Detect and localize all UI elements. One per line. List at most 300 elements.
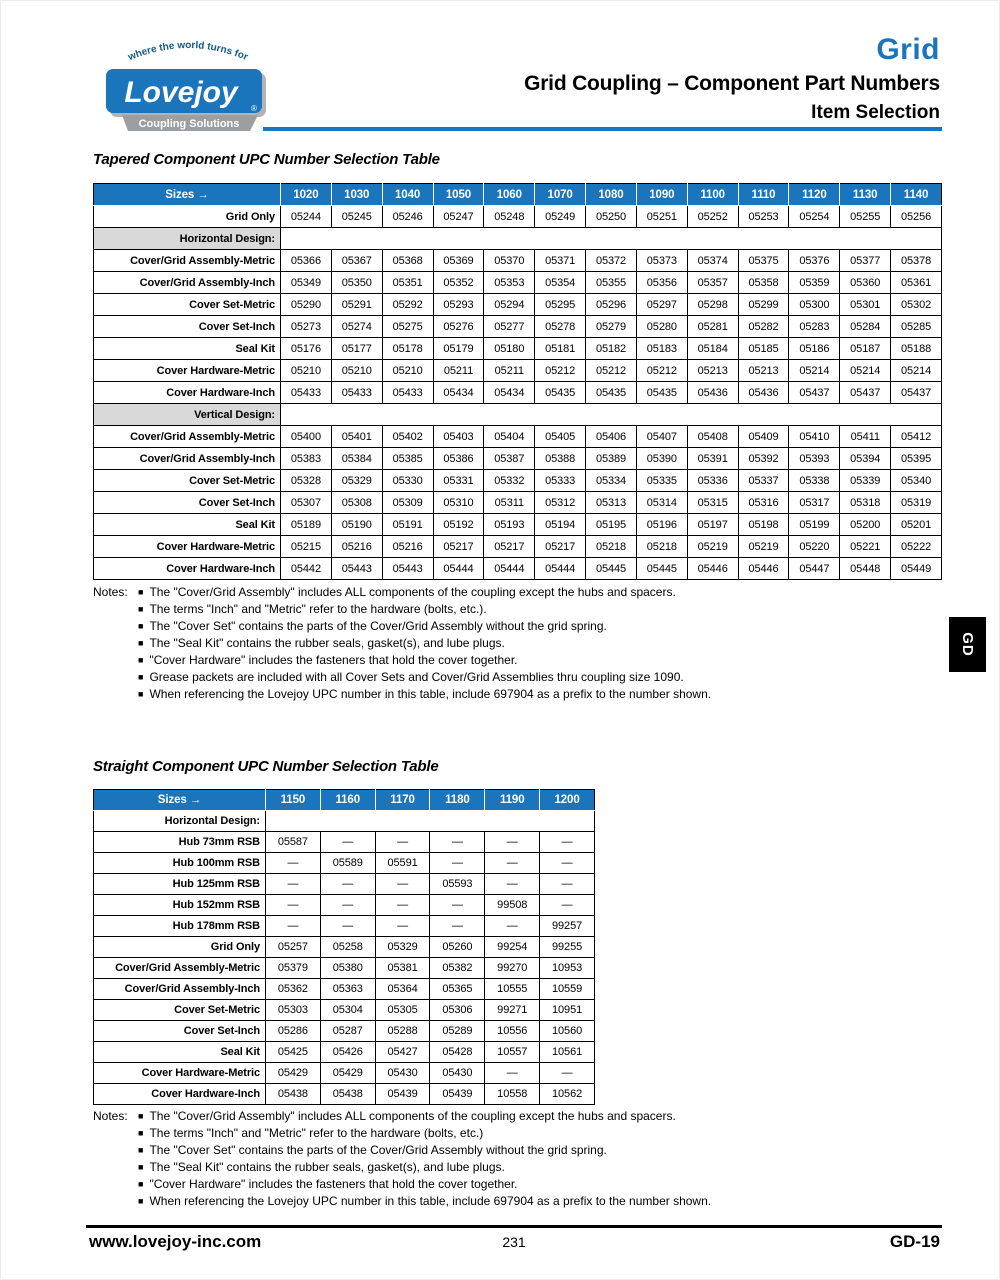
upc-cell: 05198 <box>738 514 789 536</box>
upc-cell: 05256 <box>891 206 942 228</box>
upc-cell: 05286 <box>266 1021 321 1042</box>
note-text: "Cover Hardware" includes the fasteners that hold the cover together. <box>149 1177 518 1191</box>
note-text: When referencing the Lovejoy UPC number in this table, include 697904 as a prefix to the number shown. <box>149 687 712 701</box>
upc-cell: 05439 <box>375 1084 430 1105</box>
table-row <box>94 448 942 470</box>
row-label: Hub 125mm RSB <box>94 874 266 895</box>
upc-cell: 05211 <box>484 360 535 382</box>
table-row <box>94 979 595 1000</box>
upc-cell: 05437 <box>891 382 942 404</box>
table-row <box>94 1000 595 1021</box>
upc-cell: 05290 <box>281 294 332 316</box>
table-row <box>94 272 942 294</box>
upc-cell: 05257 <box>266 937 321 958</box>
upc-cell: 05190 <box>331 514 382 536</box>
upc-cell: 05310 <box>433 492 484 514</box>
size-column-header: 1070 <box>535 184 586 206</box>
upc-cell: 05285 <box>891 316 942 338</box>
upc-number-table <box>93 183 942 580</box>
upc-cell: 05448 <box>840 558 891 580</box>
upc-cell: 05387 <box>484 448 535 470</box>
section-tab-label: GD <box>959 632 976 657</box>
row-label: Cover/Grid Assembly-Metric <box>94 426 281 448</box>
upc-cell: 05330 <box>382 470 433 492</box>
upc-cell: 05445 <box>586 558 637 580</box>
size-column-header: 1030 <box>331 184 382 206</box>
tapered-notes <box>93 585 893 704</box>
row-label: Cover Set-Metric <box>94 470 281 492</box>
upc-cell: 05177 <box>331 338 382 360</box>
upc-cell: 05305 <box>375 1000 430 1021</box>
notes-list <box>138 585 893 704</box>
upc-cell: 05307 <box>281 492 332 514</box>
note-text: The terms "Inch" and "Metric" refer to the hardware (bolts, etc.). <box>149 602 487 616</box>
upc-cell: 05363 <box>320 979 375 1000</box>
upc-cell: — <box>266 874 321 895</box>
table-row <box>94 338 942 360</box>
footer-divider <box>86 1225 942 1228</box>
upc-cell: 05377 <box>840 250 891 272</box>
upc-cell: 05358 <box>738 272 789 294</box>
upc-cell: — <box>540 832 595 853</box>
row-label: Vertical Design: <box>94 404 281 426</box>
upc-cell: 05370 <box>484 250 535 272</box>
upc-cell: 05381 <box>375 958 430 979</box>
size-column-header: 1150 <box>266 790 321 811</box>
upc-cell: 05283 <box>789 316 840 338</box>
upc-cell: — <box>540 874 595 895</box>
upc-cell: 05280 <box>636 316 687 338</box>
upc-cell: 05213 <box>687 360 738 382</box>
page-subtitle: Item Selection <box>811 102 940 123</box>
upc-cell: 05181 <box>535 338 586 360</box>
note-line <box>138 1126 893 1143</box>
upc-cell: 10951 <box>540 1000 595 1021</box>
upc-cell: 05191 <box>382 514 433 536</box>
upc-cell: 05433 <box>281 382 332 404</box>
upc-cell: 05357 <box>687 272 738 294</box>
upc-cell: 10561 <box>540 1042 595 1063</box>
note-text: The "Cover/Grid Assembly" includes ALL components of the coupling except the hubs and spacers. <box>149 585 676 599</box>
upc-cell: 05298 <box>687 294 738 316</box>
upc-cell: 05284 <box>840 316 891 338</box>
upc-cell: — <box>266 916 321 937</box>
table-row <box>94 514 942 536</box>
square-bullet-icon: ■ <box>138 604 144 614</box>
upc-cell: 05442 <box>281 558 332 580</box>
upc-cell: 05210 <box>281 360 332 382</box>
upc-cell: 05402 <box>382 426 433 448</box>
table-row <box>94 206 942 228</box>
upc-cell: 05222 <box>891 536 942 558</box>
row-label: Cover Hardware-Inch <box>94 382 281 404</box>
upc-cell: 05375 <box>738 250 789 272</box>
upc-cell: 05333 <box>535 470 586 492</box>
sizes-header-cell: Sizes → <box>94 184 281 206</box>
upc-cell: 05435 <box>586 382 637 404</box>
note-text: "Cover Hardware" includes the fasteners that hold the cover together. <box>149 653 518 667</box>
upc-cell: 05214 <box>891 360 942 382</box>
upc-cell: 05408 <box>687 426 738 448</box>
upc-cell: 05434 <box>484 382 535 404</box>
row-label: Cover Set-Metric <box>94 294 281 316</box>
upc-cell: 05199 <box>789 514 840 536</box>
table-row <box>94 874 595 895</box>
upc-cell: — <box>375 874 430 895</box>
notes-list <box>138 1109 893 1211</box>
size-column-header: 1130 <box>840 184 891 206</box>
upc-cell: 05185 <box>738 338 789 360</box>
size-column-header: 1110 <box>738 184 789 206</box>
upc-cell: 05217 <box>433 536 484 558</box>
upc-cell: — <box>375 895 430 916</box>
upc-cell: 05188 <box>891 338 942 360</box>
note-text: The "Seal Kit" contains the rubber seals, gasket(s), and lube plugs. <box>149 1160 505 1174</box>
straight-notes <box>93 1109 893 1211</box>
upc-cell: 10557 <box>485 1042 540 1063</box>
upc-cell: 05394 <box>840 448 891 470</box>
upc-cell: 05379 <box>266 958 321 979</box>
upc-cell: 05374 <box>687 250 738 272</box>
upc-cell: 05194 <box>535 514 586 536</box>
sizes-header-cell: Sizes → <box>94 790 266 811</box>
upc-cell: 05180 <box>484 338 535 360</box>
upc-cell: 05411 <box>840 426 891 448</box>
upc-cell: 05214 <box>840 360 891 382</box>
upc-cell: 05309 <box>382 492 433 514</box>
upc-cell: 05380 <box>320 958 375 979</box>
upc-cell: 05353 <box>484 272 535 294</box>
table-row <box>94 958 595 979</box>
square-bullet-icon: ■ <box>138 1162 144 1172</box>
size-column-header: 1100 <box>687 184 738 206</box>
upc-cell: 05278 <box>535 316 586 338</box>
row-label: Cover Hardware-Inch <box>94 558 281 580</box>
upc-cell: 05409 <box>738 426 789 448</box>
upc-cell: 05312 <box>535 492 586 514</box>
upc-cell: 05197 <box>687 514 738 536</box>
square-bullet-icon: ■ <box>138 638 144 648</box>
upc-cell: — <box>375 832 430 853</box>
upc-cell: 05192 <box>433 514 484 536</box>
upc-cell: 05339 <box>840 470 891 492</box>
note-line <box>138 1194 893 1211</box>
page-title: Grid Coupling – Component Part Numbers <box>524 72 940 95</box>
row-label: Cover/Grid Assembly-Metric <box>94 250 281 272</box>
note-text: Grease packets are included with all Cover Sets and Cover/Grid Assemblies thru coupling size 1090. <box>149 670 684 684</box>
upc-cell: 05212 <box>535 360 586 382</box>
table-row <box>94 316 942 338</box>
upc-cell: — <box>320 895 375 916</box>
upc-cell: 05218 <box>636 536 687 558</box>
table-header-row <box>94 184 942 206</box>
upc-cell: — <box>485 1063 540 1084</box>
upc-cell: 05279 <box>586 316 637 338</box>
upc-cell: 05276 <box>433 316 484 338</box>
note-line <box>138 1160 893 1177</box>
upc-cell: — <box>485 832 540 853</box>
upc-cell: 05447 <box>789 558 840 580</box>
upc-cell: 05193 <box>484 514 535 536</box>
section-empty-cell <box>266 811 595 832</box>
table-row <box>94 1063 595 1084</box>
upc-cell: 05429 <box>320 1063 375 1084</box>
upc-cell: 05302 <box>891 294 942 316</box>
table-row <box>94 382 942 404</box>
square-bullet-icon: ■ <box>138 689 144 699</box>
upc-cell: 99254 <box>485 937 540 958</box>
upc-cell: 05251 <box>636 206 687 228</box>
row-label: Grid Only <box>94 937 266 958</box>
upc-cell: 05356 <box>636 272 687 294</box>
row-label: Hub 100mm RSB <box>94 853 266 874</box>
row-label: Horizontal Design: <box>94 811 266 832</box>
upc-cell: 05332 <box>484 470 535 492</box>
upc-cell: 05336 <box>687 470 738 492</box>
square-bullet-icon: ■ <box>138 1111 144 1121</box>
upc-cell: 05296 <box>586 294 637 316</box>
upc-cell: 10560 <box>540 1021 595 1042</box>
upc-cell: 05183 <box>636 338 687 360</box>
upc-cell: 05182 <box>586 338 637 360</box>
upc-cell: 05384 <box>331 448 382 470</box>
upc-cell: 05287 <box>320 1021 375 1042</box>
section-tab-gd <box>949 617 986 672</box>
upc-cell: 05349 <box>281 272 332 294</box>
upc-cell: 05245 <box>331 206 382 228</box>
upc-cell: 05329 <box>375 937 430 958</box>
upc-cell: 05219 <box>738 536 789 558</box>
note-line <box>138 687 893 704</box>
table-row <box>94 228 942 250</box>
upc-cell: 05273 <box>281 316 332 338</box>
upc-cell: 05433 <box>382 382 433 404</box>
upc-cell: 99271 <box>485 1000 540 1021</box>
upc-cell: 99508 <box>485 895 540 916</box>
upc-cell: — <box>430 853 485 874</box>
upc-cell: 05427 <box>375 1042 430 1063</box>
upc-cell: 05210 <box>331 360 382 382</box>
upc-cell: 05366 <box>281 250 332 272</box>
size-column-header: 1020 <box>281 184 332 206</box>
table-row <box>94 1021 595 1042</box>
upc-cell: 05437 <box>789 382 840 404</box>
upc-cell: 05376 <box>789 250 840 272</box>
upc-cell: 05246 <box>382 206 433 228</box>
upc-cell: 10953 <box>540 958 595 979</box>
upc-cell: — <box>430 832 485 853</box>
upc-cell: 05247 <box>433 206 484 228</box>
upc-cell: 05249 <box>535 206 586 228</box>
header-divider <box>263 127 942 131</box>
footer-website: www.lovejoy-inc.com <box>89 1232 262 1251</box>
upc-cell: 05212 <box>586 360 637 382</box>
upc-cell: 05369 <box>433 250 484 272</box>
upc-cell: 05439 <box>430 1084 485 1105</box>
upc-cell: 05217 <box>535 536 586 558</box>
upc-cell: 05350 <box>331 272 382 294</box>
upc-cell: — <box>375 916 430 937</box>
footer-code: GD-19 <box>889 1232 940 1251</box>
upc-cell: 05275 <box>382 316 433 338</box>
upc-cell: 05403 <box>433 426 484 448</box>
upc-cell: 05365 <box>430 979 485 1000</box>
upc-cell: 05328 <box>281 470 332 492</box>
upc-cell: 05304 <box>320 1000 375 1021</box>
size-column-header: 1200 <box>540 790 595 811</box>
upc-cell: 10559 <box>540 979 595 1000</box>
upc-cell: — <box>540 853 595 874</box>
upc-cell: 05211 <box>433 360 484 382</box>
upc-cell: 05438 <box>266 1084 321 1105</box>
table-row <box>94 937 595 958</box>
upc-cell: 05248 <box>484 206 535 228</box>
upc-cell: 05221 <box>840 536 891 558</box>
upc-cell: 05189 <box>281 514 332 536</box>
note-line <box>138 653 893 670</box>
upc-cell: 05386 <box>433 448 484 470</box>
note-text: The terms "Inch" and "Metric" refer to the hardware (bolts, etc.) <box>149 1126 484 1140</box>
section-empty-cell <box>281 228 942 250</box>
upc-cell: 05359 <box>789 272 840 294</box>
upc-cell: 05445 <box>636 558 687 580</box>
note-text: The "Cover Set" contains the parts of the Cover/Grid Assembly without the grid spring. <box>149 619 607 633</box>
table-row <box>94 470 942 492</box>
row-label: Cover Hardware-Metric <box>94 360 281 382</box>
upc-cell: 05443 <box>331 558 382 580</box>
upc-cell: 05318 <box>840 492 891 514</box>
upc-cell: 05407 <box>636 426 687 448</box>
upc-cell: 05378 <box>891 250 942 272</box>
size-column-header: 1180 <box>430 790 485 811</box>
upc-cell: 05412 <box>891 426 942 448</box>
upc-cell: 05373 <box>636 250 687 272</box>
upc-cell: 05444 <box>484 558 535 580</box>
upc-cell: 05316 <box>738 492 789 514</box>
note-line <box>138 585 893 602</box>
row-label: Seal Kit <box>94 1042 266 1063</box>
upc-cell: 05593 <box>430 874 485 895</box>
row-label: Cover Set-Inch <box>94 1021 266 1042</box>
square-bullet-icon: ■ <box>138 672 144 682</box>
note-line <box>138 1143 893 1160</box>
upc-cell: 05382 <box>430 958 485 979</box>
upc-cell: 05187 <box>840 338 891 360</box>
upc-cell: 05428 <box>430 1042 485 1063</box>
upc-cell: 05179 <box>433 338 484 360</box>
upc-cell: 10556 <box>485 1021 540 1042</box>
upc-cell: 05215 <box>281 536 332 558</box>
table-row <box>94 1084 595 1105</box>
upc-cell: 05426 <box>320 1042 375 1063</box>
size-column-header: 1190 <box>485 790 540 811</box>
row-label: Cover Set-Metric <box>94 1000 266 1021</box>
upc-cell: 05274 <box>331 316 382 338</box>
row-label: Cover Set-Inch <box>94 316 281 338</box>
row-label: Hub 178mm RSB <box>94 916 266 937</box>
upc-cell: 05385 <box>382 448 433 470</box>
upc-cell: 10558 <box>485 1084 540 1105</box>
size-column-header: 1140 <box>891 184 942 206</box>
upc-cell: 05252 <box>687 206 738 228</box>
upc-cell: 05200 <box>840 514 891 536</box>
upc-cell: 05364 <box>375 979 430 1000</box>
logo-tagline-text: Coupling Solutions <box>138 118 240 130</box>
upc-cell: 05383 <box>281 448 332 470</box>
upc-cell: 05435 <box>535 382 586 404</box>
upc-cell: 05438 <box>320 1084 375 1105</box>
upc-cell: 05254 <box>789 206 840 228</box>
upc-cell: 99257 <box>540 916 595 937</box>
upc-cell: — <box>485 874 540 895</box>
table-row <box>94 558 942 580</box>
upc-cell: 05367 <box>331 250 382 272</box>
upc-cell: 05293 <box>433 294 484 316</box>
upc-cell: 05255 <box>840 206 891 228</box>
upc-cell: 05591 <box>375 853 430 874</box>
upc-cell: — <box>266 853 321 874</box>
upc-cell: 05260 <box>430 937 485 958</box>
upc-cell: 05300 <box>789 294 840 316</box>
upc-cell: 05354 <box>535 272 586 294</box>
table-row <box>94 492 942 514</box>
upc-cell: 05201 <box>891 514 942 536</box>
row-label: Cover Hardware-Metric <box>94 1063 266 1084</box>
upc-cell: 05425 <box>266 1042 321 1063</box>
square-bullet-icon: ■ <box>138 1128 144 1138</box>
table-row <box>94 250 942 272</box>
upc-cell: 05218 <box>586 536 637 558</box>
row-label: Cover Hardware-Metric <box>94 536 281 558</box>
upc-cell: 05311 <box>484 492 535 514</box>
upc-cell: — <box>320 916 375 937</box>
upc-cell: 05392 <box>738 448 789 470</box>
upc-cell: 05253 <box>738 206 789 228</box>
table-row <box>94 536 942 558</box>
table-row <box>94 404 942 426</box>
square-bullet-icon: ■ <box>138 1145 144 1155</box>
upc-cell: 05436 <box>738 382 789 404</box>
upc-cell: 10562 <box>540 1084 595 1105</box>
upc-cell: 05216 <box>331 536 382 558</box>
upc-cell: 05436 <box>687 382 738 404</box>
upc-cell: 05281 <box>687 316 738 338</box>
upc-cell: 05401 <box>331 426 382 448</box>
note-line <box>138 619 893 636</box>
upc-cell: 05371 <box>535 250 586 272</box>
tapered-table-title: Tapered Component UPC Number Selection Table <box>93 151 440 168</box>
table-row <box>94 916 595 937</box>
upc-cell: 05446 <box>738 558 789 580</box>
upc-cell: 05212 <box>636 360 687 382</box>
upc-cell: 05303 <box>266 1000 321 1021</box>
upc-cell: 05372 <box>586 250 637 272</box>
upc-cell: 05400 <box>281 426 332 448</box>
upc-cell: 05250 <box>586 206 637 228</box>
upc-cell: 05195 <box>586 514 637 536</box>
upc-cell: 05368 <box>382 250 433 272</box>
note-text: The "Seal Kit" contains the rubber seals, gasket(s), and lube plugs. <box>149 636 505 650</box>
table-row <box>94 360 942 382</box>
upc-cell: 05184 <box>687 338 738 360</box>
upc-cell: 05315 <box>687 492 738 514</box>
upc-cell: 05430 <box>430 1063 485 1084</box>
upc-cell: 10555 <box>485 979 540 1000</box>
upc-cell: 05390 <box>636 448 687 470</box>
straight-table-title: Straight Component UPC Number Selection Table <box>93 758 439 775</box>
row-label: Cover/Grid Assembly-Metric <box>94 958 266 979</box>
upc-cell: 05430 <box>375 1063 430 1084</box>
